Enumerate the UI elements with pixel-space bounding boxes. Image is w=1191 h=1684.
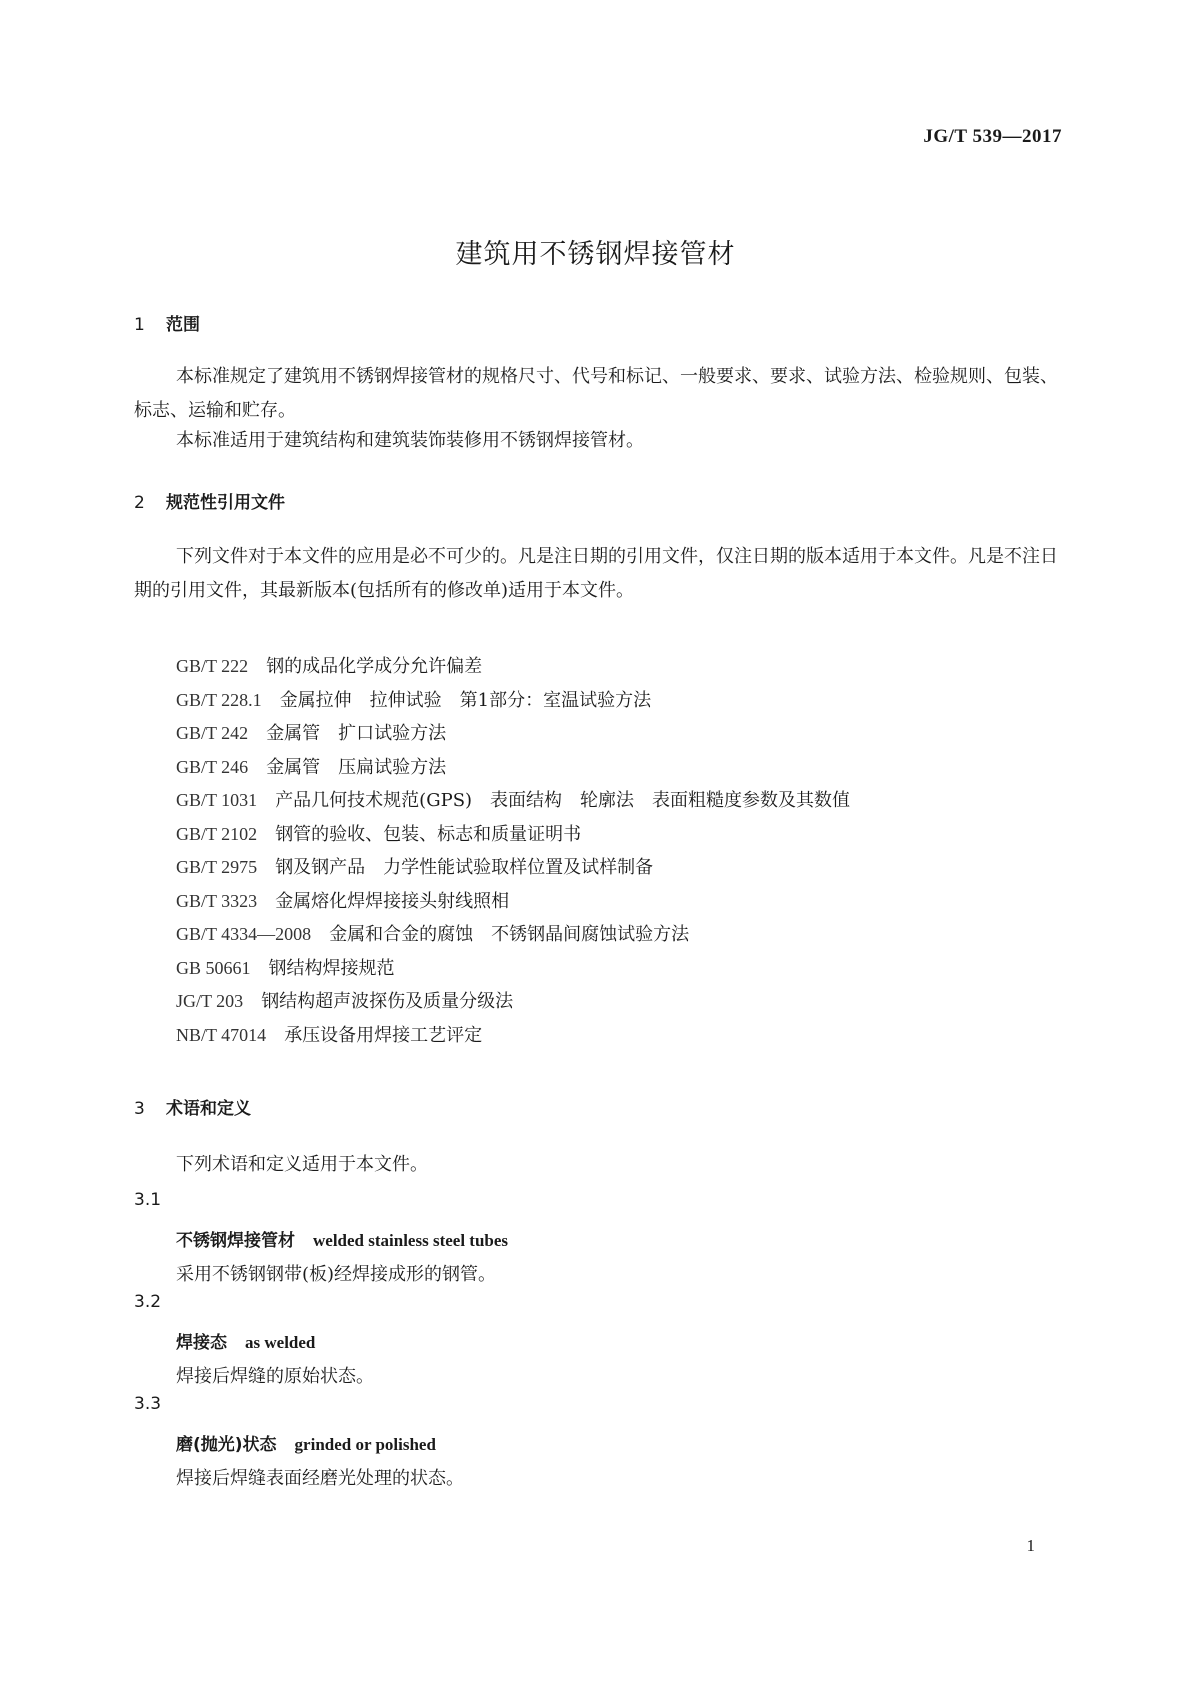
section-heading-scope	[134, 310, 200, 335]
reference-title: 钢及钢产品 力学性能试验取样位置及试样制备	[275, 857, 654, 878]
reference-title: 金属熔化焊焊接接头射线照相	[275, 890, 510, 912]
term-name	[176, 1328, 315, 1353]
scope-paragraph-2: 本标准适用于建筑结构和建筑装饰装修用不锈钢焊接管材。	[176, 430, 644, 451]
reference-item	[176, 987, 850, 1021]
reference-item	[176, 887, 850, 921]
reference-code: GB/T 1031	[176, 790, 258, 810]
reference-code: GB/T 246	[176, 756, 249, 777]
reference-code: GB/T 2975	[176, 857, 258, 877]
reference-title: 钢管的验收、包装、标志和质量证明书	[275, 823, 582, 845]
reference-item	[176, 820, 850, 854]
reference-code: JG/T 203	[176, 991, 244, 1011]
term-name-en: welded stainless steel tubes	[313, 1231, 509, 1250]
term-name-zh: 磨(抛光)状态	[176, 1435, 277, 1455]
reference-title: 承压设备用焊接工艺评定	[284, 1024, 483, 1046]
reference-code: GB/T 3323	[176, 890, 258, 911]
document-title: 建筑用不锈钢焊接管材	[455, 239, 736, 270]
reference-item	[176, 652, 850, 686]
term-name-zh: 不锈钢焊接管材	[176, 1231, 295, 1251]
term-name	[176, 1226, 508, 1251]
term-definition: 采用不锈钢钢带(板)经焊接成形的钢管。	[176, 1264, 497, 1285]
reference-item	[176, 920, 850, 954]
reference-code: GB 50661	[176, 957, 251, 978]
reference-code: GB/T 228.1	[176, 689, 262, 710]
term-number: 3.2	[134, 1292, 162, 1312]
reference-code: GB/T 4334—2008	[176, 924, 312, 944]
reference-list	[176, 652, 850, 1054]
reference-item	[176, 686, 850, 720]
reference-item	[176, 1021, 850, 1055]
reference-title: 金属管 扩口试验方法	[266, 723, 447, 744]
term-number: 3.3	[134, 1394, 162, 1414]
section-title: 规范性引用文件	[166, 493, 285, 513]
term-name	[176, 1430, 436, 1455]
page-number: 1	[1026, 1536, 1035, 1555]
term-definition: 焊接后焊缝的原始状态。	[176, 1366, 374, 1387]
reference-title: 金属和合金的腐蚀 不锈钢晶间腐蚀试验方法	[329, 924, 690, 945]
reference-title: 产品几何技术规范(GPS) 表面结构 轮廓法 表面粗糙度参数及其数值	[275, 790, 851, 811]
reference-title: 钢的成品化学成分允许偏差	[266, 656, 483, 677]
reference-title: 钢结构超声波探伤及质量分级法	[261, 991, 514, 1012]
term-name-zh: 焊接态	[176, 1333, 227, 1353]
reference-item	[176, 853, 850, 887]
section-number: 2	[134, 493, 145, 513]
reference-code: GB/T 222	[176, 656, 249, 676]
reference-item	[176, 719, 850, 753]
section-number: 3	[134, 1099, 145, 1119]
section-heading-normative-refs	[134, 488, 285, 513]
section-number: 1	[134, 315, 145, 335]
normative-refs-intro: 下列文件对于本文件的应用是必不可少的。凡是注日期的引用文件，仅注日期的版本适用于本文件。凡是不注日期的引用文件，其最新版本(包括所有的修改单)适用于本文件。	[134, 546, 1058, 601]
reference-code: NB/T 47014	[176, 1024, 267, 1045]
reference-title: 钢结构焊接规范	[268, 957, 395, 979]
scope-paragraph-1: 本标准规定了建筑用不锈钢焊接管材的规格尺寸、代号和标记、一般要求、要求、试验方法、检验规则、包装、标志、运输和贮存。	[134, 366, 1058, 421]
section-title: 术语和定义	[166, 1099, 251, 1119]
reference-title: 金属拉伸 拉伸试验 第1部分：室温试验方法	[279, 689, 652, 711]
reference-code: GB/T 242	[176, 723, 249, 743]
reference-item	[176, 786, 850, 820]
term-name-en: as welded	[245, 1333, 316, 1352]
reference-code: GB/T 2102	[176, 823, 258, 844]
reference-item	[176, 753, 850, 787]
terms-intro: 下列术语和定义适用于本文件。	[176, 1154, 428, 1175]
term-number: 3.1	[134, 1190, 162, 1210]
section-title: 范围	[166, 315, 200, 335]
standard-code: JG/T 539—2017	[923, 126, 1062, 147]
reference-title: 金属管 压扁试验方法	[266, 756, 447, 778]
reference-item	[176, 954, 850, 988]
section-heading-terms	[134, 1094, 251, 1119]
term-name-en: grinded or polished	[294, 1435, 436, 1454]
term-definition: 焊接后焊缝表面经磨光处理的状态。	[176, 1468, 464, 1489]
